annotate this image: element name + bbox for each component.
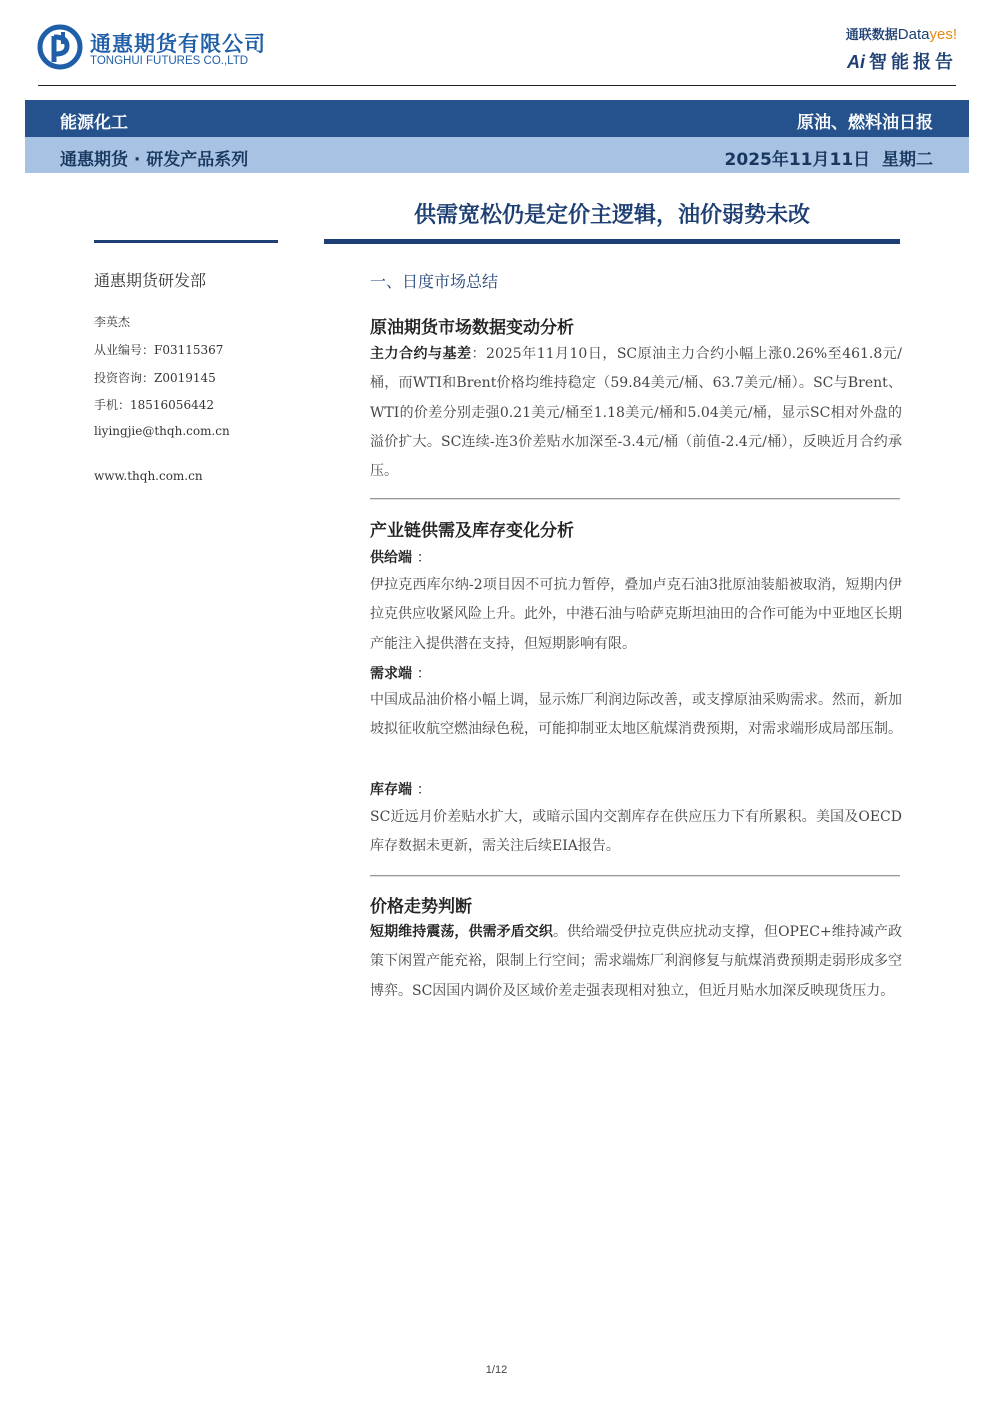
demand-label [370,663,431,683]
supply-text: 伊拉克西库尔纳-2项目因不可抗力暂停，叠加卢克石油3批原油装船被取消，短期内伊拉克供应收紧风险上升。此外，中港石油与哈萨克斯坦油田的合作可能为中亚地区长期产能注入提供潜在支持，但短期影响有限。 [370,577,902,652]
partner-logo [846,24,957,43]
report-type: 原油、燃料油日报 [797,113,933,133]
company-logo-icon [37,24,83,70]
partner-brand-a: Data [897,26,930,43]
inventory-text: SC近远月价差贴水扩大，或暗示国内交割库存在供应压力下有所累积。美国及OECD库存数据未更新，需关注后续EIA报告。 [370,809,902,855]
demand-label-text: 需求端 [370,666,412,682]
report-date: 2025年11月11日 星期二 [724,150,933,170]
category-label: 能源化工 [60,113,128,133]
supply-colon: ： [416,550,431,566]
email: liyingjie@thqh.com.cn [94,424,230,438]
department: 通惠期货研发部 [94,271,207,290]
advisory-number: 投资咨询：Z0019145 [94,371,216,385]
inventory-label [370,779,431,799]
series-label: 通惠期货 · 研发产品系列 [60,150,249,170]
demand-text: 中国成品油价格小幅上调，显示炼厂利润边际改善，或支撑原油采购需求。然而，新加坡拟征收航空燃油绿色税，可能抑制亚太地区航煤消费预期，对需求端形成局部压制。 [370,692,902,738]
s1-lead: 主力合约与基差 [370,346,472,362]
license-number: 从业编号：F03115367 [94,343,224,357]
s1-text: ：2025年11月10日，SC原油主力合约小幅上涨0.26%至461.8元/桶，而WTI和Brent价格均维持稳定（59.84美元/桶、63.7美元/桶）。SC与Brent、WTI的价差分别走强0.21美元/桶至1.18美元/桶和5.04美元/桶，显示SC相对外盘的溢价扩大。SC连续-连3价差贴水加深至-3.4元/桶（前值-2.4元/桶），反映近月合约承压。 [370,346,902,480]
s3-lead: 短期维持震荡，供需矛盾交织 [370,924,553,940]
sidebar-rule [94,240,278,243]
title-rule [324,239,900,244]
s3-text: 。供给端受伊拉克供应扰动支撑，但OPEC+维持减产政策下闲置产能充裕，限制上行空间；需求端炼厂利润修复与航煤消费预期走弱形成多空博弈。SC因国内调价及区域价差走强表现相对独立，但近月贴水加深反映现货压力。 [370,924,903,999]
category-band [25,100,969,137]
partner-product-label: 智能报告 [869,52,957,73]
demand-colon: ： [416,666,431,682]
section-divider [370,498,900,500]
header-divider [38,85,956,86]
supply-label-text: 供给端 [370,550,412,566]
partner-prefix: 通联数据 [845,28,898,43]
page-number: 1/12 [485,1364,508,1376]
ai-mark: Ai [847,52,865,72]
report-title: 供需宽松仍是定价主逻辑，油价弱势未改 [413,203,810,228]
author: 李英杰 [94,315,131,329]
section-divider [370,875,900,877]
partner-product [847,48,957,74]
s2-heading: 产业链供需及库存变化分析 [370,521,574,541]
website: www.thqh.com.cn [94,469,203,483]
phone: 手机：18516056442 [94,398,214,412]
series-band [25,137,969,173]
company-name-cn: 通惠期货有限公司 [90,32,266,56]
s3-paragraph [370,918,902,1006]
s1-heading: 原油期货市场数据变动分析 [370,318,574,338]
supply-label [370,547,431,567]
inventory-colon: ： [416,782,431,798]
company-name-en: TONGHUI FUTURES CO.,LTD [90,55,249,67]
partner-brand-b: yes! [929,26,957,43]
inventory-label-text: 库存端 [370,782,412,798]
s1-paragraph [370,340,902,486]
section-heading: 一、日度市场总结 [370,272,499,291]
s3-heading: 价格走势判断 [370,897,472,917]
